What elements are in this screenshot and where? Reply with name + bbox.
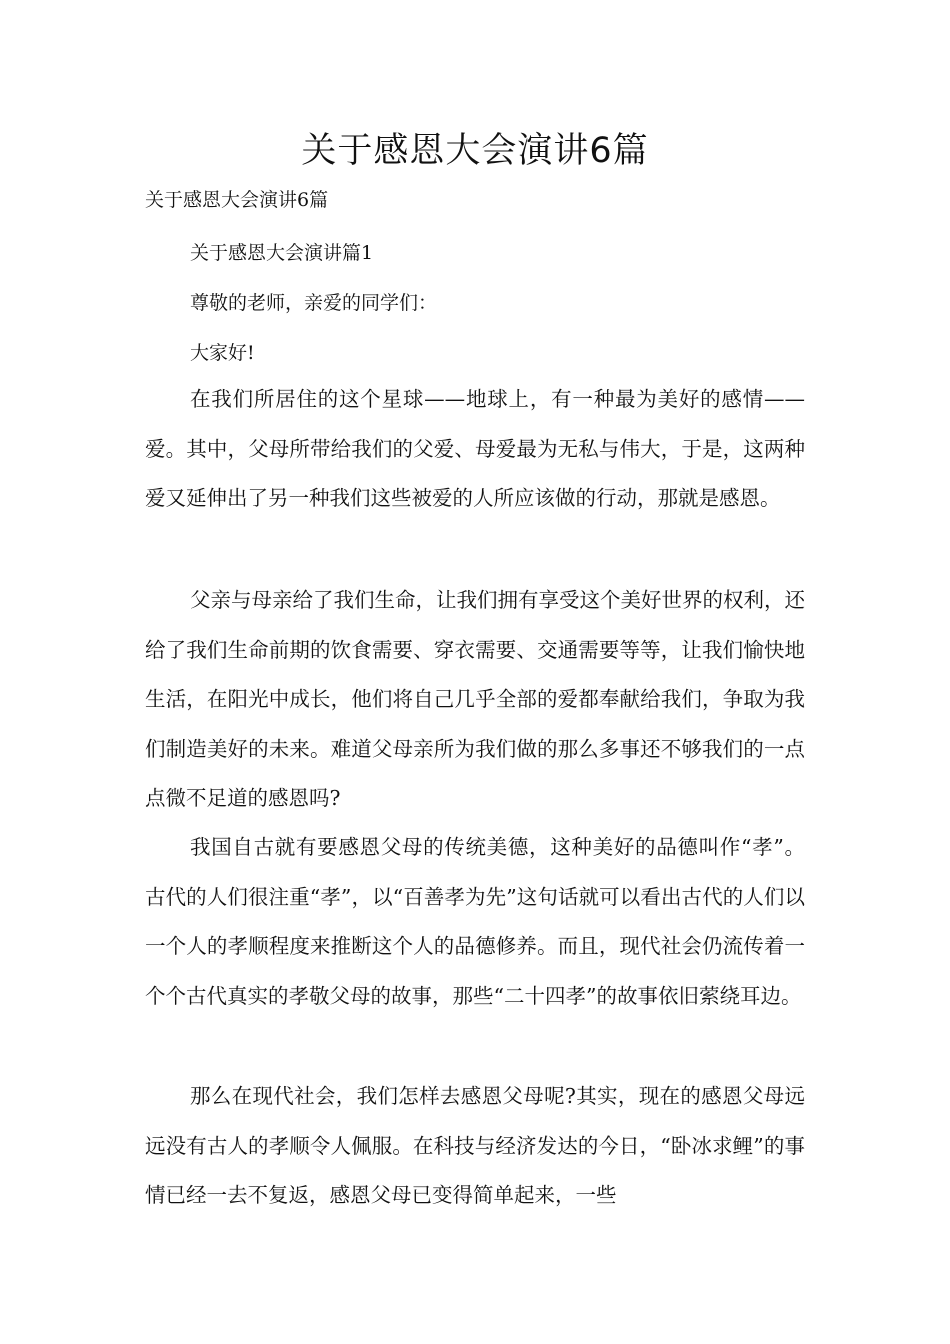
document-title: 关于感恩大会演讲6篇 (301, 131, 649, 171)
paragraph-1: 在我们所居住的这个星球——地球上，有一种最为美好的感情——爱。其中，父母所带给我们的父爱、母爱最为无私与伟大，于是，这两种爱又延伸出了另一种我们这些被爱的人所应该做的行动，那就是感恩。 (145, 387, 805, 511)
paragraph-3: 我国自古就有要感恩父母的传统美德，这种美好的品德叫作“孝”。古代的人们很注重“孝”，以“百善孝为先”这句话就可以看出古代的人们以一个人的孝顺程度来推断这个人的品德修养。而且，现代社会仍流传着一个个古代真实的孝敬父母的故事，那些“二十四孝”的故事依旧萦绕耳边。 (145, 835, 805, 1008)
document-subtitle: 关于感恩大会演讲6篇 (145, 189, 329, 211)
greeting: 大家好! (190, 342, 255, 364)
section-heading: 关于感恩大会演讲篇1 (190, 242, 374, 264)
paragraph-4: 那么在现代社会，我们怎样去感恩父母呢?其实，现在的感恩父母远远没有古人的孝顺令人佩服。在科技与经济发达的今日，“卧冰求鲤”的事情已经一去不复返，感恩父母已变得简单起来，一些 (145, 1084, 805, 1208)
salutation: 尊敬的老师，亲爱的同学们： (190, 292, 438, 314)
paragraph-2: 父亲与母亲给了我们生命，让我们拥有享受这个美好世界的权利，还给了我们生命前期的饮食需要、穿衣需要、交通需要等等，让我们愉快地生活，在阳光中成长，他们将自己几乎全部的爱都奉献给我们，争取为我们制造美好的未来。难道父母亲所为我们做的那么多事还不够我们的一点点微不足道的感恩吗? (145, 588, 805, 811)
